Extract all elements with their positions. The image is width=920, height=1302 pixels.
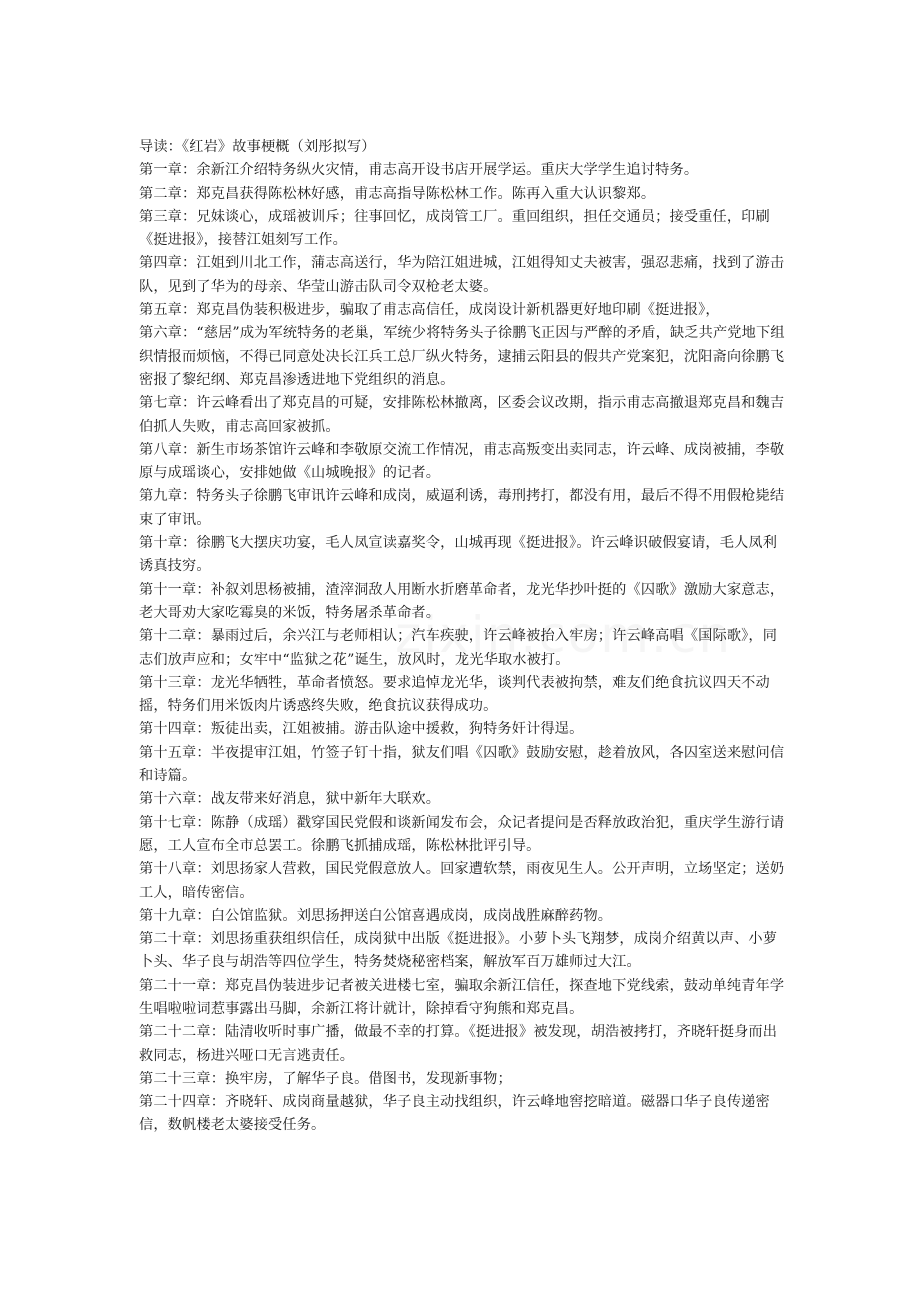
chapter-6-paragraph: 第六章：“慈居”成为军统特务的老巢，军统少将特务头子徐鹏飞正因与严醉的矛盾，缺乏共产党地下组织情报而烦恼，不得已同意处决长江兵工总厂纵火特务，逮捕云阳县的假共产党案犯，沈阳斋向徐鹏飞密报了黎纪纲、郑克昌渗透进地下党组织的消息。 [139,325,785,388]
chapter-9-paragraph: 第九章：特务头子徐鹏飞审讯许云峰和成岗，威逼利诱，毒刑拷打，都没有用，最后不得不用假枪毙结束了审讯。 [139,488,785,528]
chapter-16-paragraph: 第十六章：战友带来好消息，狱中新年大联欢。 [139,791,441,808]
chapter-20-paragraph: 第二十章：刘思扬重获组织信任，成岗狱中出版《挺进报》。小萝卜头飞翔梦，成岗介绍黄以声、小萝卜头、华子良与胡浩等四位学生，特务焚烧秘密档案，解放军百万雄师过大江。 [139,931,778,971]
chapter-22-paragraph: 第二十二章：陆清收听时事广播，做最不幸的打算。《挺进报》被发现，胡浩被拷打，齐晓轩挺身而出救同志，杨进兴哑口无言逃责任。 [139,1024,778,1064]
chapter-3-paragraph: 第三章：兄妹谈心，成瑶被训斥；往事回忆，成岗管工厂。重回组织，担任交通员；接受重任，印刷《挺进报》，接替江姐刻写工作。 [139,208,770,249]
chapter-2-paragraph: 第二章：郑克昌获得陈松林好感，甫志高指导陈松林工作。陈再入重大认识黎郑。 [139,185,656,202]
document-body [139,136,789,1138]
chapter-23-paragraph: 第二十三章：换牢房，了解华子良。借图书，发现新事物； [139,1070,512,1087]
chapter-14-paragraph: 第十四章：叛徒出卖，江姐被捕。游击队途中援救，狗特务奸计得逞。 [139,721,584,738]
chapter-5-paragraph: 第五章：郑克昌伪装积极进步，骗取了甫志高信任，成岗设计新机器更好地印刷《挺进报》， [139,302,720,319]
chapter-4-paragraph: 第四章：江姐到川北工作，蒲志高送行，华为陪江姐进城，江姐得知丈夫被害，强忍悲痛，找到了游击队，见到了华为的母亲、华莹山游击队司令双枪老太婆。 [139,255,785,295]
chapter-24-paragraph: 第二十四章：齐晓轩、成岗商量越狱，华子良主动找组织，许云峰地窖挖暗道。磁器口华子良传递密信，数帆楼老太婆接受任务。 [139,1094,770,1134]
chapter-17-paragraph: 第十七章：陈静（成瑶）戳穿国民党假和谈新闻发布会，众记者提问是否释放政治犯，重庆学生游行请愿，工人宣布全市总罢工。徐鹏飞抓捕成瑶，陈松林批评引导。 [139,814,785,854]
chapter-8-paragraph: 第八章：新生市场茶馆许云峰和李敬原交流工作情况，甫志高叛变出卖同志，许云峰、成岗被捕，李敬原与成瑶谈心，安排她做《山城晚报》的记者。 [139,441,785,482]
chapter-1-paragraph: 第一章：余新江介绍特务纵火灾情，甫志高开设书店开展学运。重庆大学学生追讨特务。 [139,162,699,179]
chapter-7-paragraph: 第七章：许云峰看出了郑克昌的可疑，安排陈松林撤离，区委会议改期，指示甫志高撤退郑克昌和魏吉伯抓人失败，甫志高回家被抓。 [139,395,785,435]
document-title: 导读：《红岩》故事梗概（刘彤拟写） [139,139,376,155]
chapter-15-paragraph: 第十五章：半夜提审江姐，竹签子钉十指，狱友们唱《囚歌》鼓励安慰，趁着放风，各囚室送来慰问信和诗篇。 [139,744,785,785]
chapter-19-paragraph: 第十九章：白公馆监狱。刘思扬押送白公馆喜遇成岗，成岗战胜麻醉药物。 [139,907,613,924]
chapter-12-paragraph: 第十二章：暴雨过后，余兴江与老师相认；汽车疾驶，许云峰被抬入牢房；许云峰高唱《国际歌》，同志们放声应和；女牢中“监狱之花”诞生，放风时，龙光华取水被打。 [139,628,778,668]
chapter-13-paragraph: 第十三章：龙光华牺牲，革命者愤怒。要求追悼龙光华，谈判代表被拘禁，难友们绝食抗议四天不动摇，特务们用米饭肉片诱惑终失败，绝食抗议获得成功。 [139,674,770,715]
chapter-21-paragraph: 第二十一章：郑克昌伪装进步记者被关进楼七室，骗取余新江信任，探查地下党线索，鼓动单纯青年学生唱啦啦词惹事露出马脚，余新江将计就计，除掉看守狗熊和郑克昌。 [139,977,785,1017]
chapter-10-paragraph: 第十章：徐鹏飞大摆庆功宴，毛人凤宣读嘉奖令，山城再现《挺进报》。许云峰识破假宴请，毛人凤利诱真技穷。 [139,535,778,575]
chapter-18-paragraph: 第十八章：刘思扬家人营救，国民党假意放人。回家遭软禁，雨夜见生人。公开声明，立场坚定；送奶工人，暗传密信。 [139,861,785,901]
chapter-11-paragraph: 第十一章：补叙刘思杨被捕，渣滓洞敌人用断水折磨革命者，龙光华抄叶挺的《囚歌》激励大家意志，老大哥劝大家吃霉臭的米饭，特务屠杀革命者。 [139,581,785,621]
